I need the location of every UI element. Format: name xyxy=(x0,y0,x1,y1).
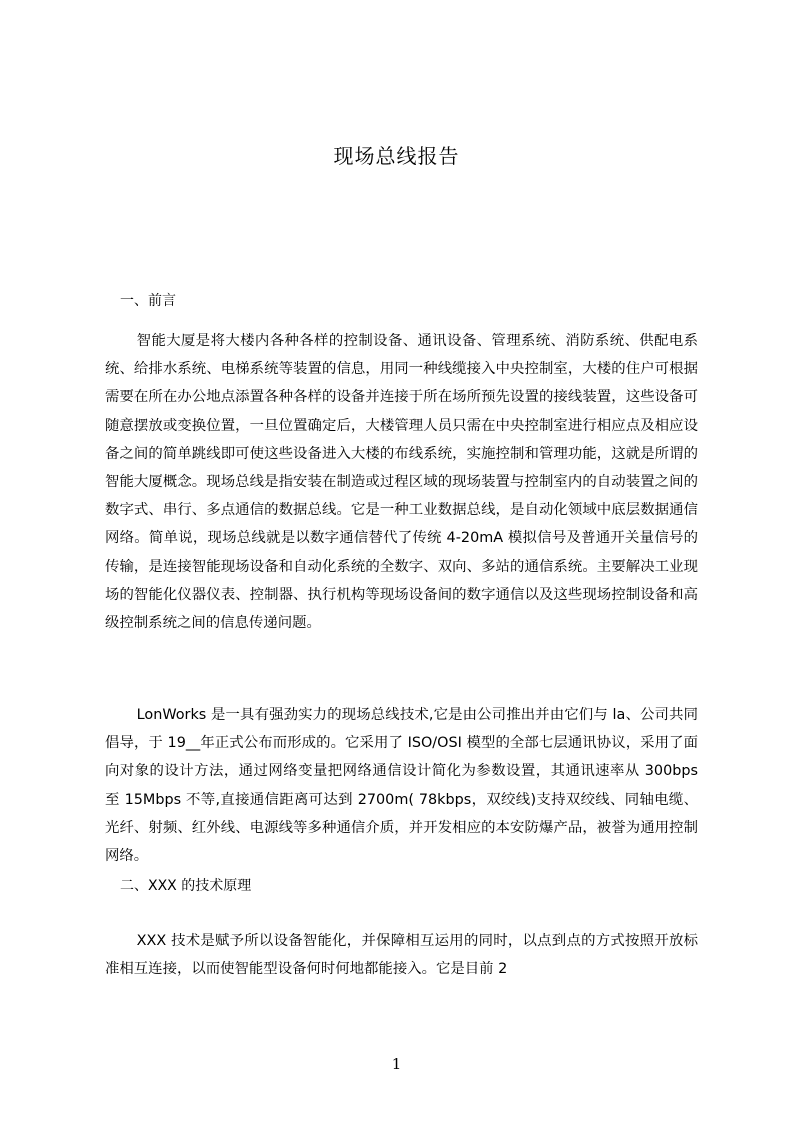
paragraph-lonworks: LonWorks 是一具有强劲实力的现场总线技术,它是由公司推出并由它们与 la、公司共同倡导，于 19__年正式公布而形成的。它采用了 ISO/OSI 模型的全部七层通讯协议，采用了面向对象的设计方法，通过网络变量把网络通信设计简化为参数设置，其通讯速率从 300bps 至 15Mbps 不等,直接通信距离可达到 2700m( 78kbps，双绞线)支持双绞线、同轴电缆、光纤、射频、红外线、电源线等多种通信介质，并开发相应的本安防爆产品，被誉为通用控制网络。 xyxy=(105,707,698,865)
report-title: 现场总线报告 xyxy=(333,144,460,168)
paragraph-intelligent-building: 智能大厦是将大楼内各种各样的控制设备、通讯设备、管理系统、消防系统、供配电系统、给排水系统、电梯系统等装置的信息，用同一种线缆接入中央控制室，大楼的住户可根据需要在所在办公地点添置各种各样的设备并连接于所在场所预先设置的接线装置，这些设备可随意摆放或变换位置，一旦位置确定后，大楼管理人员只需在中央控制室进行相应点及相应设备之间的简单跳线即可使这些设备进入大楼的布线系统，实施控制和管理功能，这就是所谓的智能大厦概念。现场总线是指安装在制造或过程区域的现场装置与控制室内的自动装置之间的数字式、串行、多点通信的数据总线。它是一种工业数据总线，是自动化领域中底层数据通信网络。简单说，现场总线就是以数字通信替代了传统 4-20mA 模拟信号及普通开关量信号的传输，是连接智能现场设备和自动化系统的全数字、双向、多站的通信系统。主要解决工业现场的智能化仪器仪表、控制器、执行机构等现场设备间的数字通信以及这些现场控制设备和高级控制系统之间的信息传递问题。 xyxy=(105,333,698,632)
section-heading-preface: 一、前言 xyxy=(120,293,176,309)
section-heading-technical-principle: 二、XXX 的技术原理 xyxy=(120,878,252,894)
paragraph-xxx-technology: XXX 技术是赋予所以设备智能化，并保障相互运用的同时，以点到点的方式按照开放标准相互连接，以而使智能型设备何时何地都能接入。它是目前 2 xyxy=(105,933,698,978)
page-number: 1 xyxy=(391,1055,402,1073)
